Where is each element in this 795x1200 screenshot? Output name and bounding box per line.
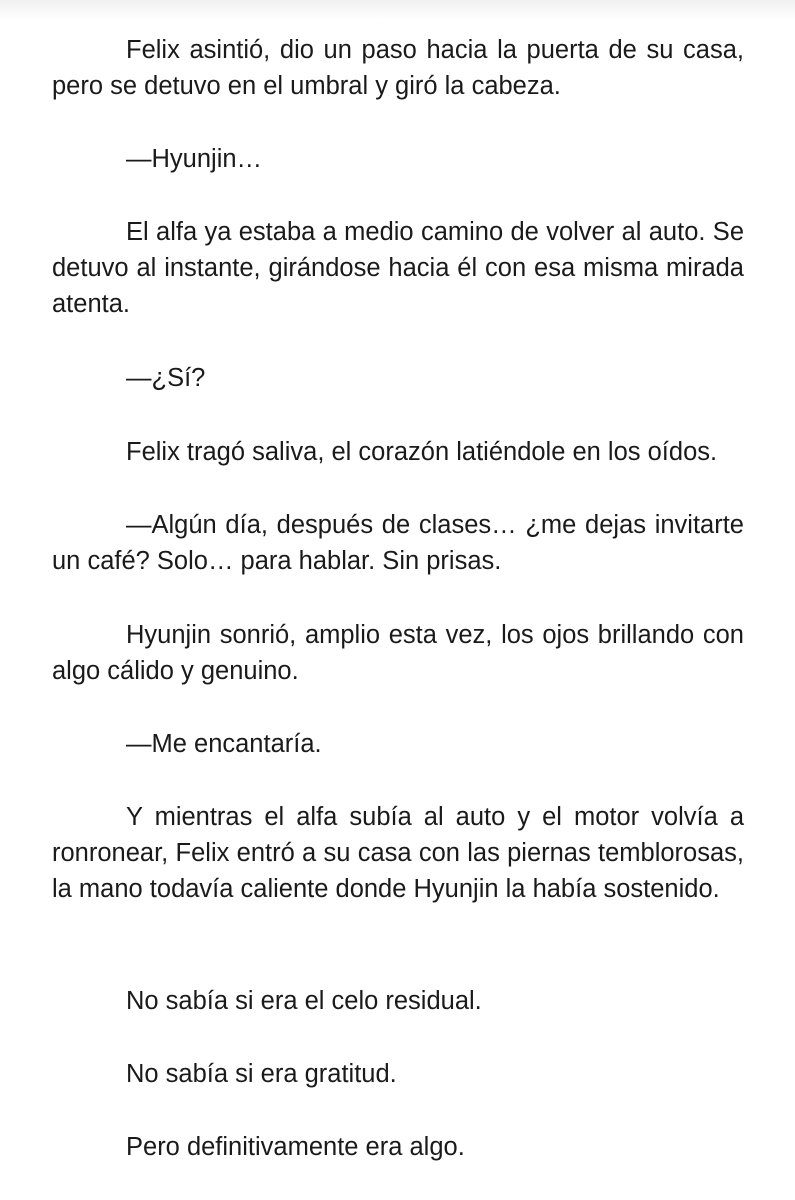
paragraph: El alfa ya estaba a medio camino de volver al auto. Se detuvo al instante, girándose hacia él con esa misma mirada atenta. — [52, 218, 744, 318]
paragraph: No sabía si era gratitud. — [126, 1060, 397, 1088]
paragraph: Felix asintió, dio un paso hacia la puerta de su casa, pero se detuvo en el umbral y giró la cabeza. — [52, 36, 744, 100]
paragraph: Felix tragó saliva, el corazón latiéndole en los oídos. — [126, 438, 718, 466]
top-shadow — [0, 0, 795, 20]
paragraph: —Algún día, después de clases… ¿me dejas invitarte un café? Solo… para hablar. Sin prisas. — [52, 511, 744, 575]
paragraph: —¿Sí? — [126, 364, 206, 392]
paragraph: No sabía si era el celo residual. — [126, 987, 482, 1015]
paragraph: Pero definitivamente era algo. — [126, 1133, 465, 1161]
paragraph: —Me encantaría. — [126, 730, 322, 758]
paragraph: —Hyunjin… — [126, 145, 263, 173]
paragraph: Y mientras el alfa subía al auto y el motor volvía a ronronear, Felix entró a su casa con las piernas temblorosas, la mano todavía caliente donde Hyunjin la había sostenido. — [52, 803, 744, 903]
paragraph: Hyunjin sonrió, amplio esta vez, los ojos brillando con algo cálido y genuino. — [52, 621, 744, 685]
